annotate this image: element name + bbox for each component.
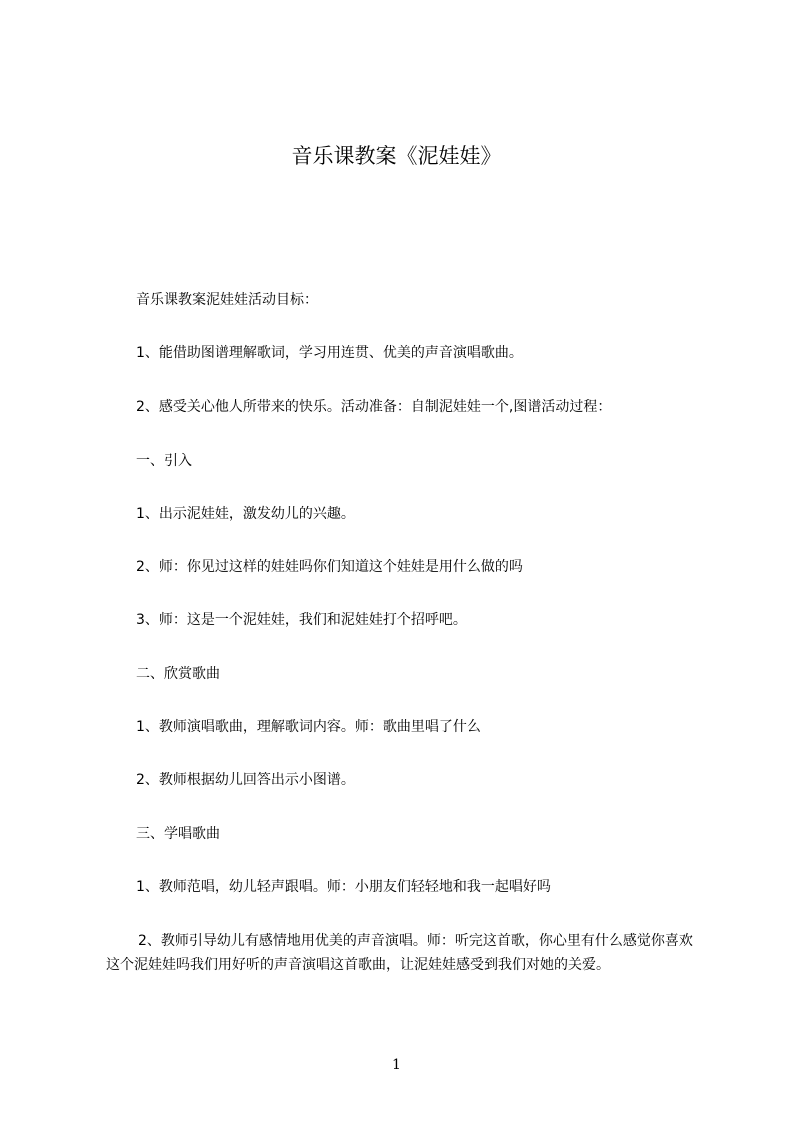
page-number: 1: [392, 1057, 401, 1073]
section-heading-learn: 三、学唱歌曲: [136, 826, 220, 842]
paragraph-learn-2: 2、教师引导幼儿有感情地用优美的声音演唱。师：听完这首歌，你心里有什么感觉你喜欢这个泥娃娃吗我们用好听的声音演唱这首歌曲，让泥娃娃感受到我们对她的关爱。: [106, 933, 693, 973]
paragraph-appreciate-1: 1、教师演唱歌曲，理解歌词内容。师：歌曲里唱了什么: [136, 719, 481, 735]
paragraph-intro-1: 1、出示泥娃娃，激发幼儿的兴趣。: [136, 506, 355, 522]
paragraph-appreciate-2: 2、教师根据幼儿回答出示小图谱。: [136, 772, 355, 788]
paragraph-goal-1: 1、能借助图谱理解歌词，学习用连贯、优美的声音演唱歌曲。: [136, 345, 523, 361]
paragraph-activity-goals: 音乐课教案泥娃娃活动目标：: [136, 292, 318, 308]
paragraph-intro-2: 2、师：你见过这样的娃娃吗你们知道这个娃娃是用什么做的吗: [136, 559, 523, 575]
paragraph-intro-3: 3、师：这是一个泥娃娃，我们和泥娃娃打个招呼吧。: [136, 612, 467, 628]
paragraph-goal-2: 2、感受关心他人所带来的快乐。活动准备：自制泥娃娃一个,图谱活动过程：: [136, 399, 612, 415]
section-heading-intro: 一、引入: [136, 453, 192, 469]
section-heading-appreciate: 二、欣赏歌曲: [136, 666, 220, 682]
document-title: 音乐课教案《泥娃娃》: [291, 144, 502, 168]
paragraph-learn-1: 1、教师范唱，幼儿轻声跟唱。师：小朋友们轻轻地和我一起唱好吗: [136, 879, 551, 895]
